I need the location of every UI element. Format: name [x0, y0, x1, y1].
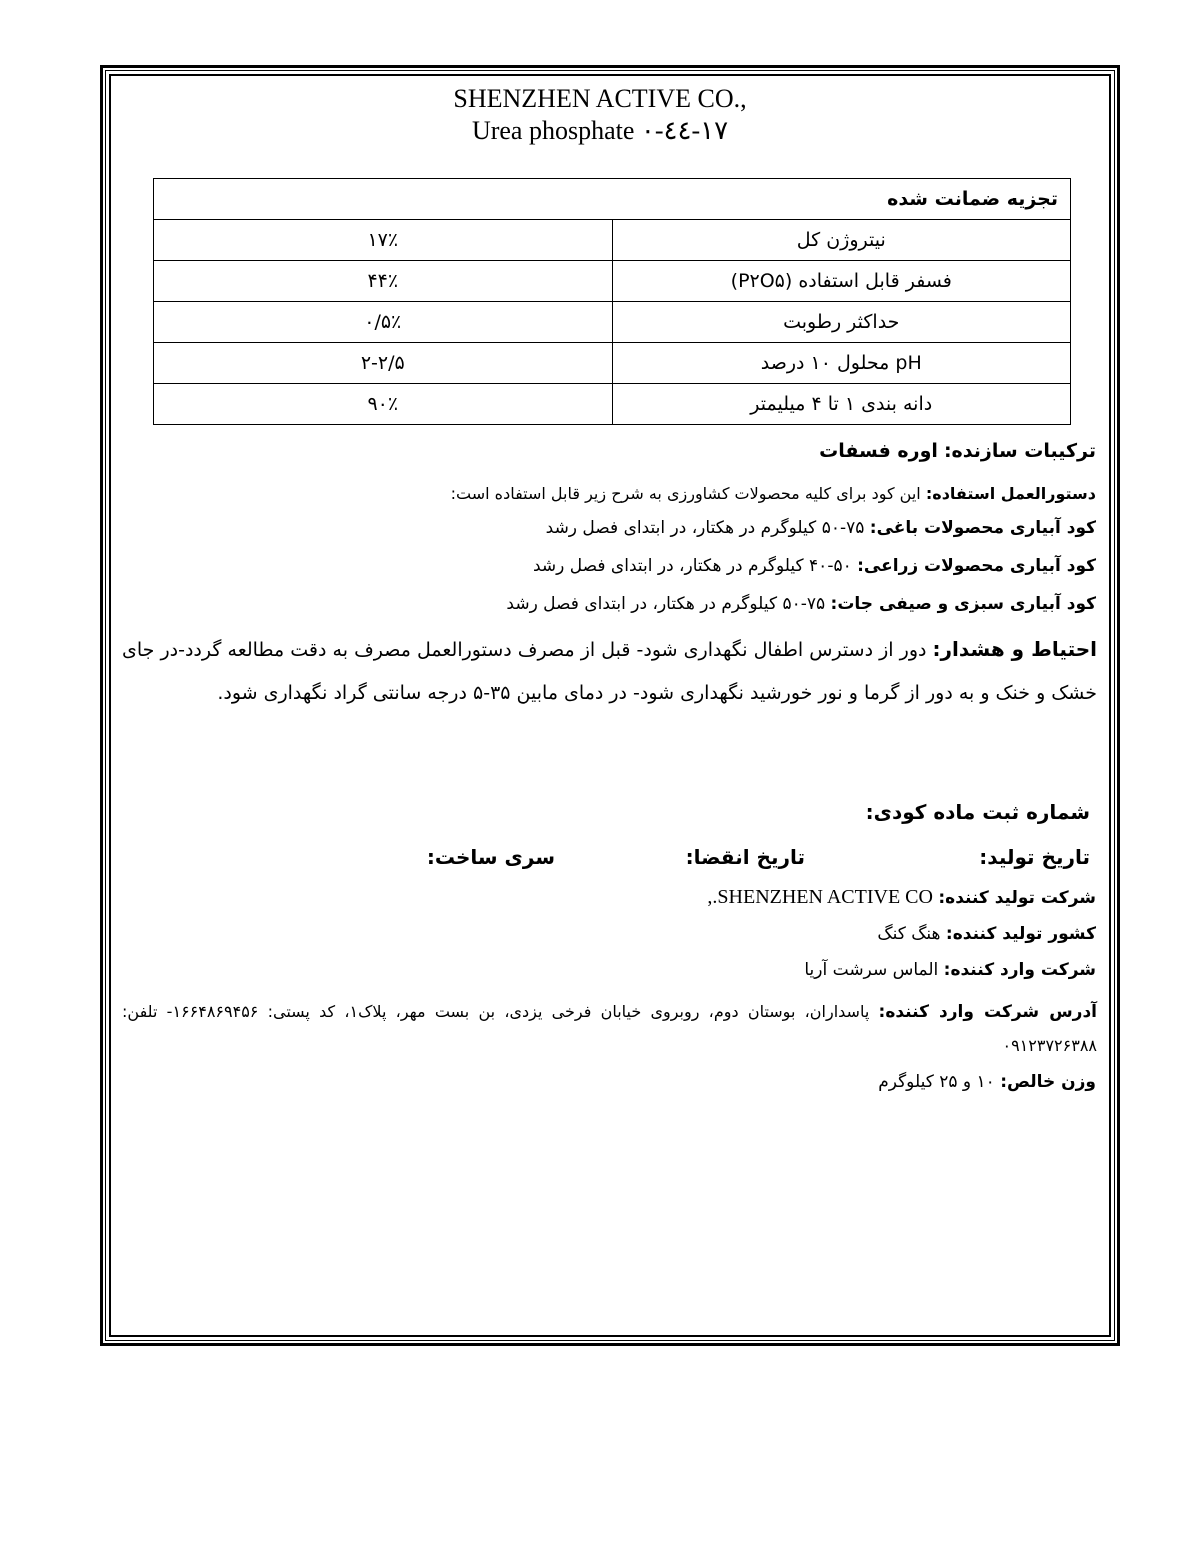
- batch-number-label: سری ساخت:: [426, 845, 555, 869]
- country-value: هنگ کنگ: [877, 924, 941, 944]
- composition-value: اوره فسفات: [819, 440, 938, 462]
- row-value: ۲-۲/۵: [154, 343, 613, 384]
- usage-label: دستورالعمل استفاده:: [925, 484, 1096, 503]
- table-row: [154, 261, 1071, 302]
- warning-text: دور از دسترس اطفال نگهداری شود- قبل از مصرف دستورالعمل مصرف به دقت مطالعه گردد-در جای خشک و خنک و به دور از گرما و نور خورشید نگهداری شود- در دمای مابین ۳۵-۵ درجه سانتی گراد نگهداری شود.: [122, 639, 1097, 704]
- composition-label: ترکیبات سازنده:: [943, 440, 1096, 462]
- table-row: [154, 220, 1071, 261]
- farm-line: [533, 556, 1096, 576]
- row-label: دانه بندی ۱ تا ۴ میلیمتر: [612, 384, 1071, 425]
- orchard-line: [546, 518, 1096, 538]
- address-label: آدرس شرکت وارد کننده:: [878, 1002, 1097, 1022]
- orchard-label: کود آبیاری محصولات باغی:: [869, 518, 1096, 538]
- net-weight-value: ۱۰ و ۲۵ کیلوگرم: [878, 1072, 995, 1092]
- country-line: [877, 924, 1096, 944]
- manufacturer-line: [707, 886, 1096, 909]
- row-label: نیتروژن کل: [612, 220, 1071, 261]
- registration-number-label: شماره ثبت ماده کودی:: [865, 800, 1090, 824]
- net-weight-line: [878, 1072, 1096, 1092]
- address-value: پاسداران، بوستان دوم، روبروی خیابان فرخی یزدی، بن بست مهر، پلاک۱، کد پستی: ۱۶۶۴۸۶۹۴۵۶-: [166, 1002, 870, 1021]
- country-label: کشور تولید کننده:: [945, 924, 1096, 944]
- production-date-label: تاریخ تولید:: [979, 845, 1090, 869]
- vegetables-line: [506, 594, 1096, 614]
- product-title: Urea phosphate ١٧-٤٤-٠: [471, 116, 729, 145]
- warning-paragraph: [122, 628, 1097, 715]
- phone-label: تلفن:: [122, 1002, 158, 1021]
- importer-value: الماس سرشت آریا: [804, 960, 939, 980]
- row-value: ۴۴٪: [154, 261, 613, 302]
- usage-value: این کود برای کلیه محصولات کشاورزی به شرح زیر قابل استفاده است:: [450, 484, 921, 503]
- vegetables-value: ۷۵-۵۰ کیلوگرم در هکتار، در ابتدای فصل رشد: [506, 594, 826, 614]
- row-value: ۰/۵٪: [154, 302, 613, 343]
- guaranteed-analysis-table: [153, 178, 1071, 425]
- vegetables-label: کود آبیاری سبزی و صیفی جات:: [830, 594, 1096, 614]
- farm-value: ۵۰-۴۰ کیلوگرم در هکتار، در ابتدای فصل رشد: [533, 556, 852, 576]
- composition-line: [819, 440, 1096, 462]
- phone-value: ۰۹۱۲۳۷۲۶۳۸۸: [1002, 1036, 1097, 1055]
- warning-label: احتیاط و هشدار:: [932, 637, 1097, 661]
- row-label: فسفر قابل استفاده (P۲O۵): [612, 261, 1071, 302]
- net-weight-label: وزن خالص:: [1000, 1072, 1096, 1092]
- importer-label: شرکت وارد کننده:: [943, 960, 1096, 980]
- usage-line: [451, 484, 1096, 503]
- row-value: ۹۰٪: [154, 384, 613, 425]
- table-row: [154, 343, 1071, 384]
- orchard-value: ۷۵-۵۰ کیلوگرم در هکتار، در ابتدای فصل رشد: [545, 518, 865, 538]
- table-row: [154, 302, 1071, 343]
- farm-label: کود آبیاری محصولات زراعی:: [857, 556, 1096, 576]
- row-value: ۱۷٪: [154, 220, 613, 261]
- manufacturer-label: شرکت تولید کننده:: [938, 888, 1096, 908]
- company-title: SHENZHEN ACTIVE CO.,: [453, 84, 747, 113]
- manufacturer-value: SHENZHEN ACTIVE CO.,: [707, 886, 933, 908]
- table-header-row: [154, 179, 1071, 220]
- row-label: حداکثر رطوبت: [612, 302, 1071, 343]
- importer-line: [804, 960, 1096, 980]
- row-label: pH محلول ۱۰ درصد: [612, 343, 1071, 384]
- expiry-date-label: تاریخ انقضا:: [685, 845, 805, 869]
- importer-address: [122, 995, 1097, 1062]
- table-row: [154, 384, 1071, 425]
- table-title: تجزیه ضمانت شده: [154, 179, 1071, 220]
